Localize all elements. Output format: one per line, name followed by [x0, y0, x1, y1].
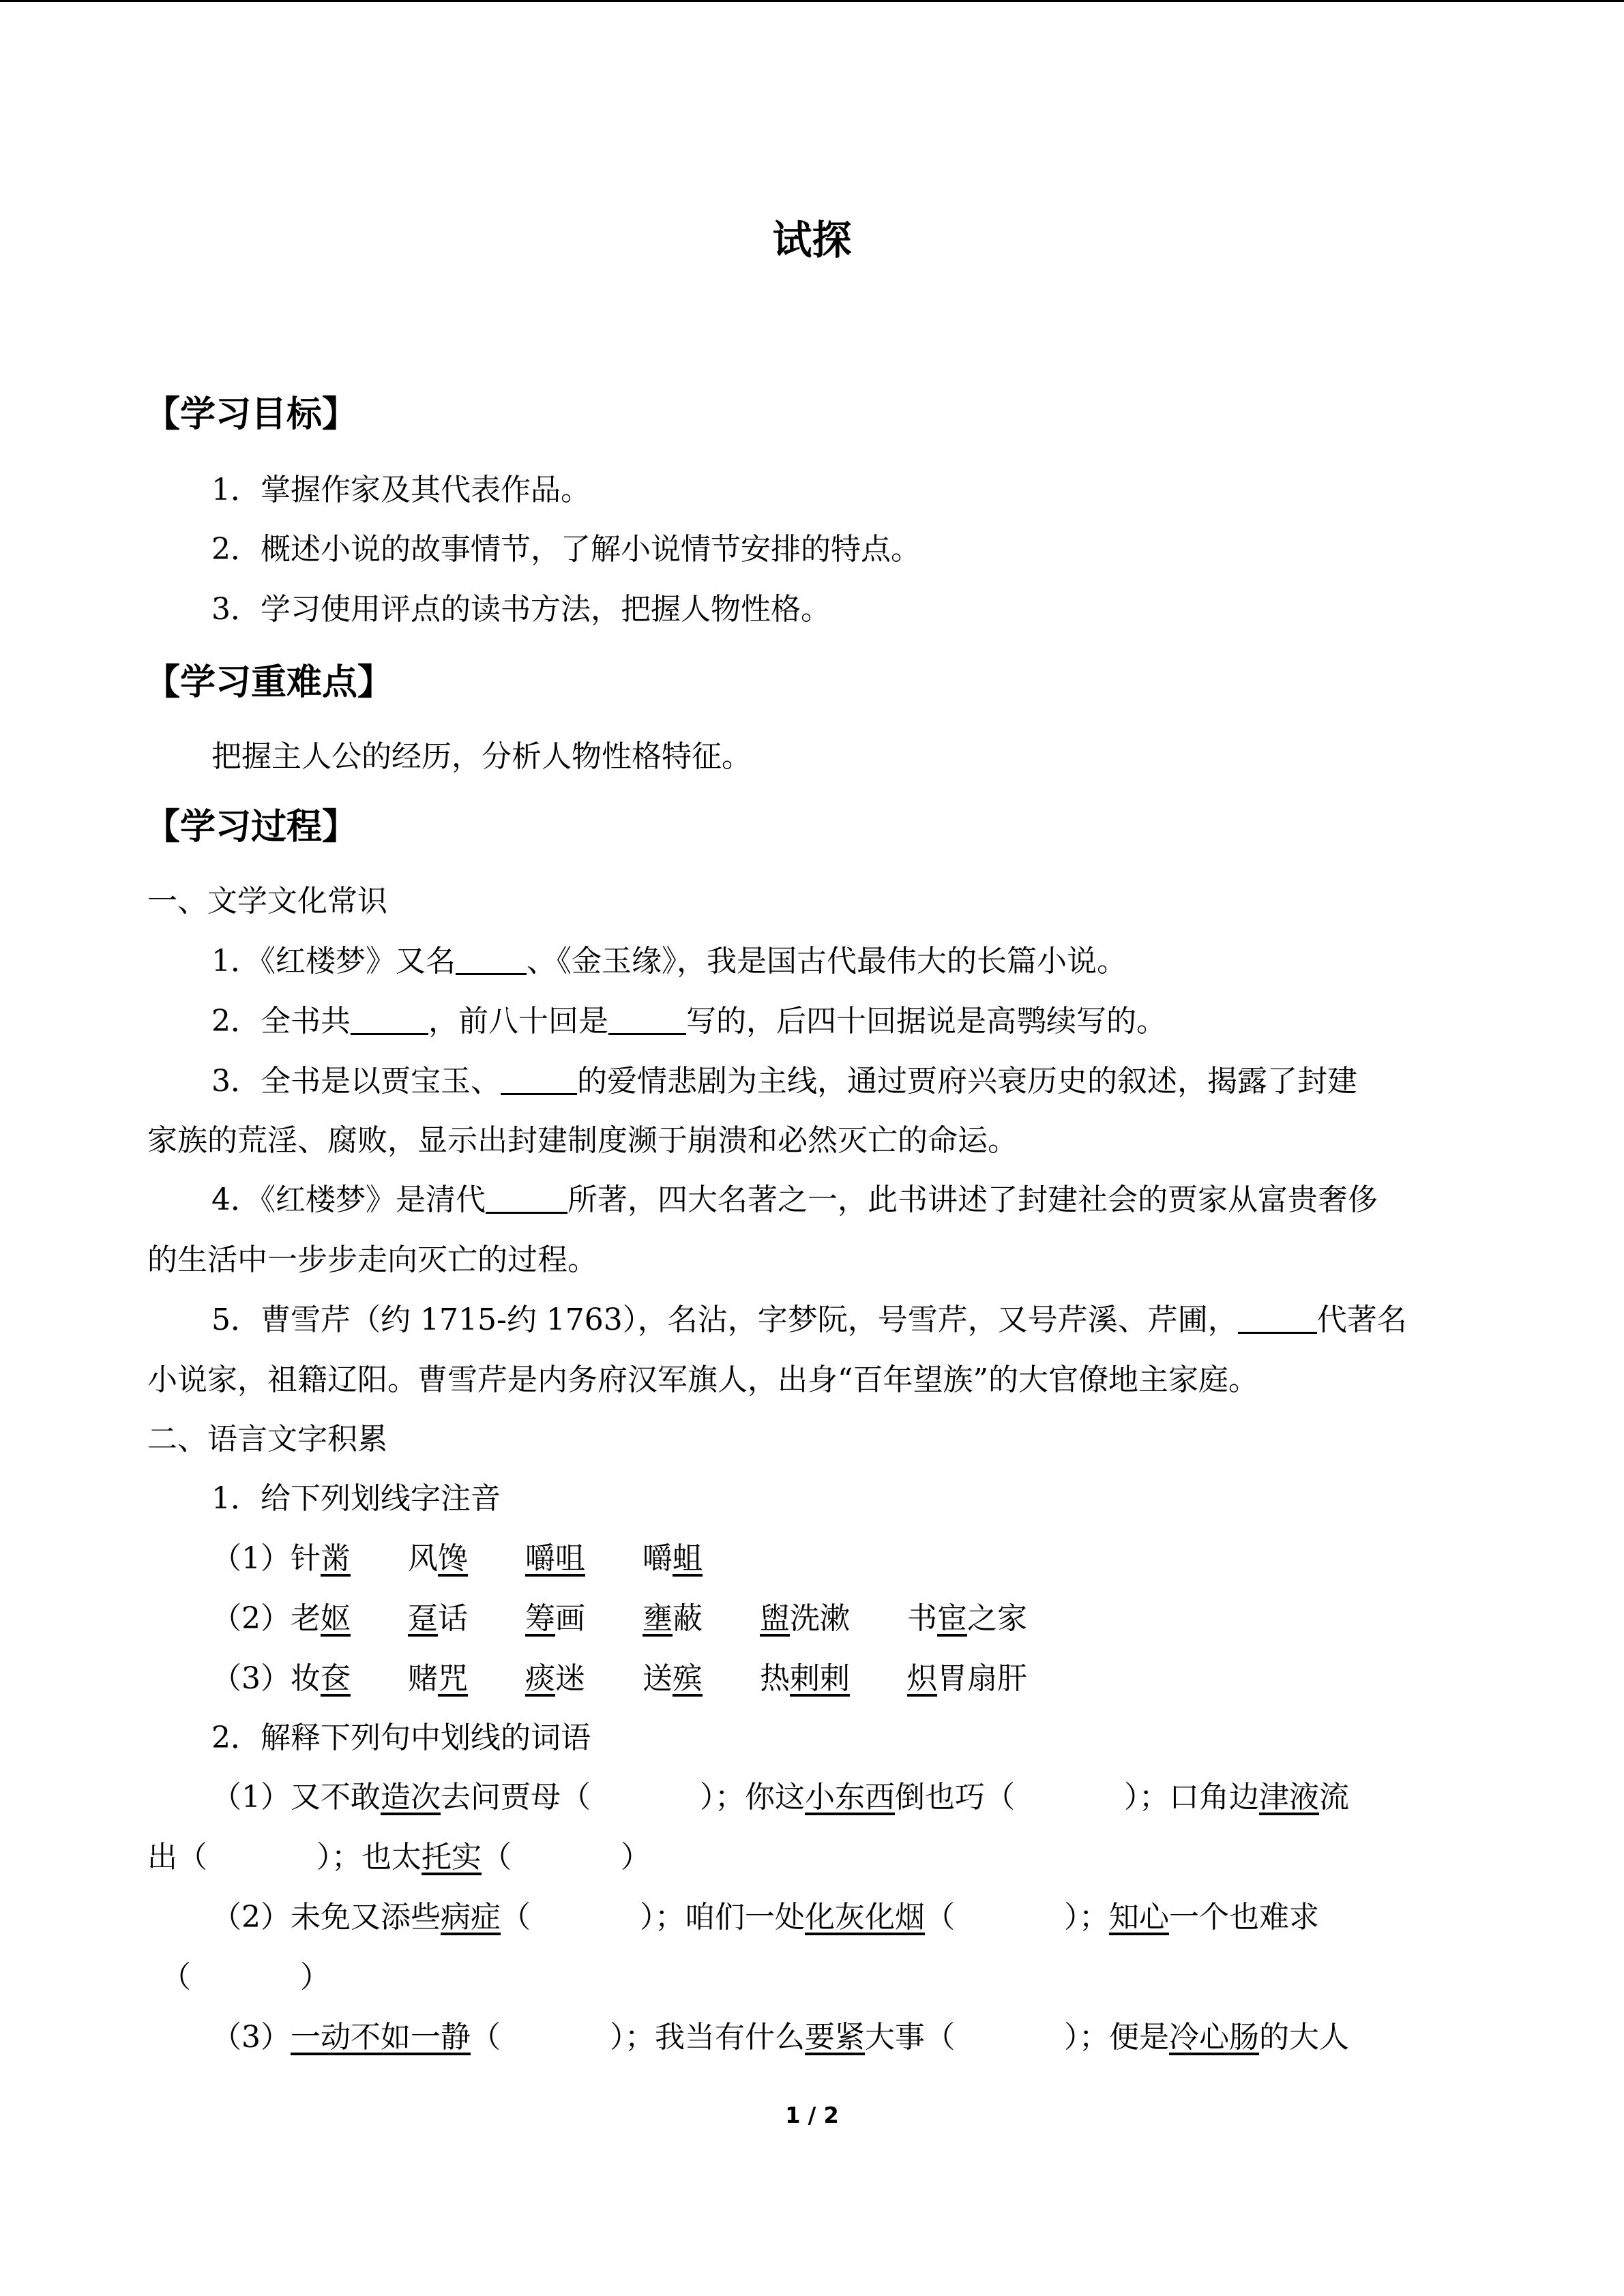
answer-blank[interactable] [1238, 1306, 1317, 1334]
vocab-task-title: 2．解释下列句中划线的词语 [211, 1720, 591, 1755]
vocab-sentence-2-continued: （ ） [161, 1960, 330, 1995]
question-3-continued: 家族的荒淫、腐败，显示出封建制度濒于崩溃和必然灭亡的命运。 [147, 1123, 1018, 1158]
section-heading-goals: 【学习目标】 [145, 394, 358, 435]
pinyin-task-title: 1．给下列划线字注音 [211, 1481, 501, 1516]
question-2: 2．全书共 ，前八十回是 写的，后四十回据说是高鹗续写的。 [211, 1004, 1166, 1039]
answer-blank[interactable] [608, 1007, 686, 1035]
question-1: 1．《红楼梦》又名 、《金玉缘》，我是国古代最伟大的长篇小说。 [211, 944, 1127, 979]
goal-item: 3．学习使用评点的读书方法，把握人物性格。 [211, 592, 831, 627]
goal-item: 2．概述小说的故事情节，了解小说情节安排的特点。 [211, 532, 921, 567]
goal-item: 1．掌握作家及其代表作品。 [211, 473, 591, 507]
answer-blank[interactable] [456, 947, 527, 975]
pinyin-row-1: （1）针黹 风馋 嚼咀 嚼蛆 [211, 1541, 703, 1576]
vocab-sentence-2: （2）未免又添些病症（ ）；咱们一处化灰化烟（ ）；知心一个也难求 [211, 1900, 1319, 1935]
page-number: 1 / 2 [785, 2102, 839, 2128]
page-title: 试探 [772, 217, 852, 263]
answer-blank[interactable] [351, 1007, 428, 1035]
section-heading-process: 【学习过程】 [145, 807, 358, 848]
part1-heading: 一、文学文化常识 [147, 884, 387, 919]
question-4-continued: 的生活中一步步走向灭亡的过程。 [147, 1242, 597, 1277]
key-point-text: 把握主人公的经历，分析人物性格特征。 [211, 739, 752, 774]
question-3: 3．全书是以贾宝玉、 的爱情悲剧为主线，通过贾府兴衰历史的叙述，揭露了封建 [211, 1064, 1357, 1099]
pinyin-row-3: （3）妆奁 赌咒 痰迷 送殡 热剌剌 炽胃扇肝 [211, 1661, 1027, 1696]
vocab-sentence-3: （3）一动不如一静（ ）；我当有什么要紧大事（ ）；便是冷心肠的大人 [211, 2020, 1349, 2055]
vocab-sentence-1-continued: 出（ ）；也太托实（ ） [147, 1840, 651, 1875]
answer-blank[interactable] [501, 1067, 577, 1095]
section-heading-key-points: 【学习重难点】 [145, 662, 394, 703]
answer-blank[interactable] [486, 1186, 567, 1214]
page-top-border [0, 0, 1624, 2]
question-5-continued: 小说家，祖籍辽阳。曹雪芹是内务府汉军旗人，出身“百年望族”的大官僚地主家庭。 [147, 1362, 1258, 1397]
vocab-sentence-1: （1）又不敢造次去问贾母（ ）；你这小东西倒也巧（ ）；口角边津液流 [211, 1780, 1349, 1815]
question-5: 5．曹雪芹（约 1715-约 1763），名沾，字梦阮，号雪芹，又号芹溪、芹圃， 代著名 [211, 1302, 1407, 1337]
part2-heading: 二、语言文字积累 [147, 1422, 387, 1457]
question-4: 4．《红楼梦》是清代 所著，四大名著之一，此书讲述了封建社会的贾家从富贵奢侈 [211, 1182, 1378, 1217]
pinyin-row-2: （2）老妪 趸话 筹画 壅蔽 盥洗漱 书宦之家 [211, 1601, 1027, 1636]
